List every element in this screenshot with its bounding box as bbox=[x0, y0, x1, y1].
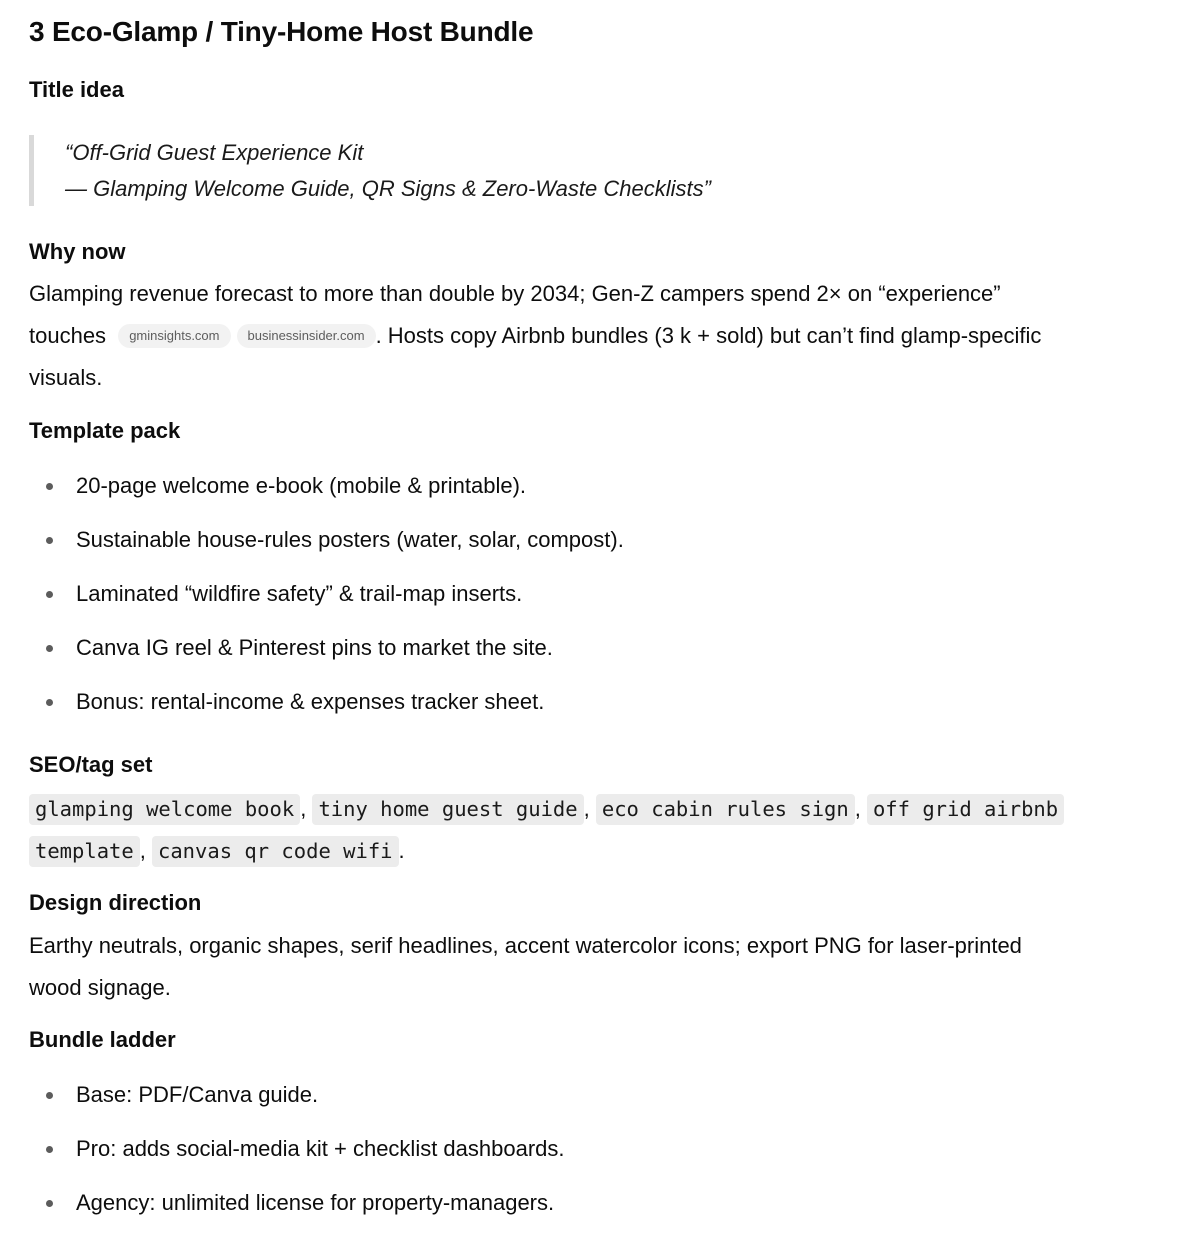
seo-tag: tiny home guest guide bbox=[312, 794, 583, 825]
tag-separator: , bbox=[854, 796, 861, 821]
bullet-icon bbox=[46, 699, 53, 706]
citation-chip-gminsights[interactable]: gminsights.com bbox=[118, 324, 230, 348]
bullet-icon bbox=[46, 483, 53, 490]
design-line-2: wood signage. bbox=[29, 975, 171, 1000]
seo-tags-line-2 bbox=[29, 830, 405, 872]
tag-end: . bbox=[398, 838, 405, 863]
why-now-line-3: visuals. bbox=[29, 365, 103, 390]
bullet-icon bbox=[46, 1200, 53, 1207]
bullet-icon bbox=[46, 1092, 53, 1099]
why-now-line-1: Glamping revenue forecast to more than double by 2034; Gen-Z campers spend 2× on “experience” bbox=[29, 281, 1001, 306]
list-item bbox=[29, 632, 624, 686]
list-item bbox=[29, 1079, 565, 1133]
list-item bbox=[29, 578, 624, 632]
seo-tag: eco cabin rules sign bbox=[596, 794, 855, 825]
bullet-icon bbox=[46, 1146, 53, 1153]
seo-tags-line-1 bbox=[29, 788, 1064, 830]
tag-separator: , bbox=[300, 796, 307, 821]
list-item-text: Canva IG reel & Pinterest pins to market the site. bbox=[76, 635, 553, 660]
bundle-list bbox=[29, 1079, 565, 1241]
bullet-icon bbox=[46, 645, 53, 652]
title-idea-heading: Title idea bbox=[29, 77, 124, 102]
list-item-text: Laminated “wildfire safety” & trail-map inserts. bbox=[76, 581, 523, 606]
why-now-paragraph bbox=[29, 273, 1041, 399]
list-item bbox=[29, 1187, 565, 1241]
bullet-icon bbox=[46, 591, 53, 598]
seo-tag: canvas qr code wifi bbox=[152, 836, 399, 867]
list-item-text: Bonus: rental-income & expenses tracker sheet. bbox=[76, 689, 545, 714]
seo-heading: SEO/tag set bbox=[29, 752, 153, 777]
list-item-text: Agency: unlimited license for property-managers. bbox=[76, 1190, 555, 1215]
why-now-line-2-start: touches bbox=[29, 323, 107, 348]
list-item-text: Pro: adds social-media kit + checklist dashboards. bbox=[76, 1136, 565, 1161]
list-item-text: 20-page welcome e-book (mobile & printable). bbox=[76, 473, 527, 498]
list-item bbox=[29, 470, 624, 524]
citation-chip-businessinsider[interactable]: businessinsider.com bbox=[237, 324, 376, 348]
quote-line-1: “Off-Grid Guest Experience Kit bbox=[65, 140, 364, 165]
tag-separator: , bbox=[583, 796, 590, 821]
design-line-1: Earthy neutrals, organic shapes, serif headlines, accent watercolor icons; export PNG for laser-printed bbox=[29, 933, 1022, 958]
why-now-heading: Why now bbox=[29, 239, 126, 264]
list-item-text: Base: PDF/Canva guide. bbox=[76, 1082, 319, 1107]
seo-tag: off grid airbnb bbox=[867, 794, 1064, 825]
bullet-icon bbox=[46, 537, 53, 544]
template-pack-list bbox=[29, 470, 624, 740]
template-pack-heading: Template pack bbox=[29, 418, 181, 443]
section-heading: 3 Eco-Glamp / Tiny-Home Host Bundle bbox=[29, 16, 534, 47]
seo-tag: glamping welcome book bbox=[29, 794, 300, 825]
design-paragraph bbox=[29, 925, 1022, 1009]
tag-separator: , bbox=[139, 838, 146, 863]
design-heading: Design direction bbox=[29, 890, 202, 915]
why-now-line-2 bbox=[29, 315, 1041, 357]
list-item bbox=[29, 686, 624, 740]
list-item bbox=[29, 524, 624, 578]
seo-tag: template bbox=[29, 836, 140, 867]
quote-line-2: — Glamping Welcome Guide, QR Signs & Zero-Waste Checklists” bbox=[65, 176, 711, 201]
title-quote bbox=[29, 135, 929, 206]
list-item-text: Sustainable house-rules posters (water, solar, compost). bbox=[76, 527, 624, 552]
list-item bbox=[29, 1133, 565, 1187]
why-now-line-2-end: . Hosts copy Airbnb bundles (3 k + sold) but can’t find glamp-specific bbox=[375, 323, 1042, 348]
bundle-heading: Bundle ladder bbox=[29, 1027, 176, 1052]
